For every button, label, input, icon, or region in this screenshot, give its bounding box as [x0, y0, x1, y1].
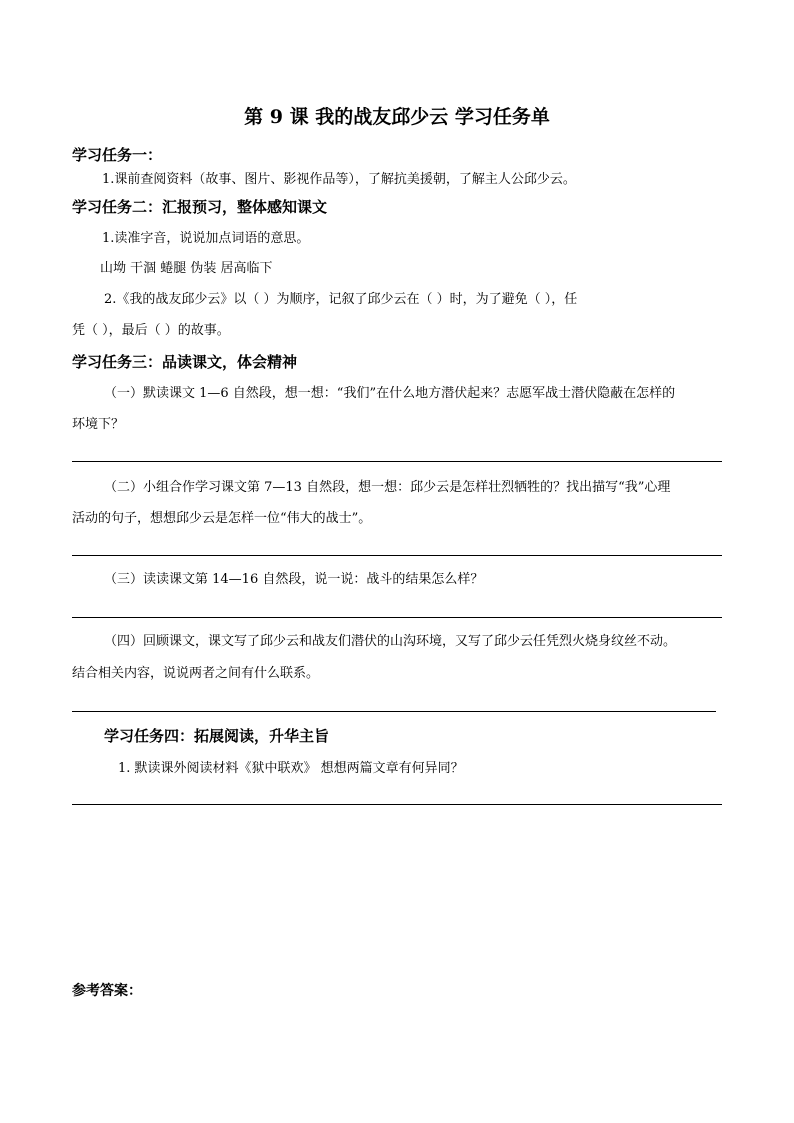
answer-line-5	[72, 804, 722, 805]
task3-heading: 学习任务三：品读课文，体会精神	[72, 353, 298, 371]
answer-line-4	[72, 711, 716, 712]
answer-line-3	[72, 617, 722, 618]
task3-q4-line2: 结合相关内容，说说两者之间有什么联系。	[72, 666, 320, 681]
task2-item2-line2: 凭（ ），最后（ ）的故事。	[72, 323, 230, 338]
task2-item2-line1: 2.《我的战友邱少云》以（ ）为顺序，记叙了邱少云在（ ）时，为了避免（ ），任	[104, 292, 578, 307]
task1-item1: 1.课前查阅资料（故事、图片、影视作品等），了解抗美援朝，了解主人公邱少云。	[102, 172, 576, 187]
task4-heading: 学习任务四：拓展阅读，升华主旨	[104, 727, 330, 745]
answers-heading: 参考答案：	[72, 983, 142, 999]
task2-words: 山坳 干涸 蜷腿 伪装 居高临下	[100, 261, 273, 276]
task3-q4-line1: （四）回顾课文，课文写了邱少云和战友们潜伏的山沟环境，又写了邱少云任凭烈火烧身纹丝不动。	[104, 634, 677, 649]
answer-line-1	[72, 461, 722, 462]
task3-q1-line1: （一）默读课文 1—6 自然段，想一想：“我们”在什么地方潜伏起来？志愿军战士潜伏隐蔽在怎样的	[104, 386, 676, 401]
task3-q3-line1: （三）读读课文第 14—16 自然段，说一说：战斗的结果怎么样？	[104, 572, 484, 587]
task2-heading: 学习任务二：汇报预习，整体感知课文	[72, 198, 328, 216]
answer-line-2	[72, 555, 722, 556]
task4-item1: 1. 默读课外阅读材料《狱中联欢》 想想两篇文章有何异同？	[118, 761, 464, 776]
task2-item1: 1.读准字音，说说加点词语的意思。	[102, 231, 310, 246]
page-title: 第 9 课 我的战友邱少云 学习任务单	[244, 106, 550, 128]
task1-heading: 学习任务一：	[72, 146, 163, 164]
task3-q2-line1: （二）小组合作学习课文第 7—13 自然段，想一想：邱少云是怎样壮烈牺牲的？找出描写“我”心理	[104, 480, 671, 495]
task3-q2-line2: 活动的句子，想想邱少云是怎样一位“伟大的战士”。	[72, 511, 372, 526]
task3-q1-line2: 环境下？	[72, 417, 125, 432]
